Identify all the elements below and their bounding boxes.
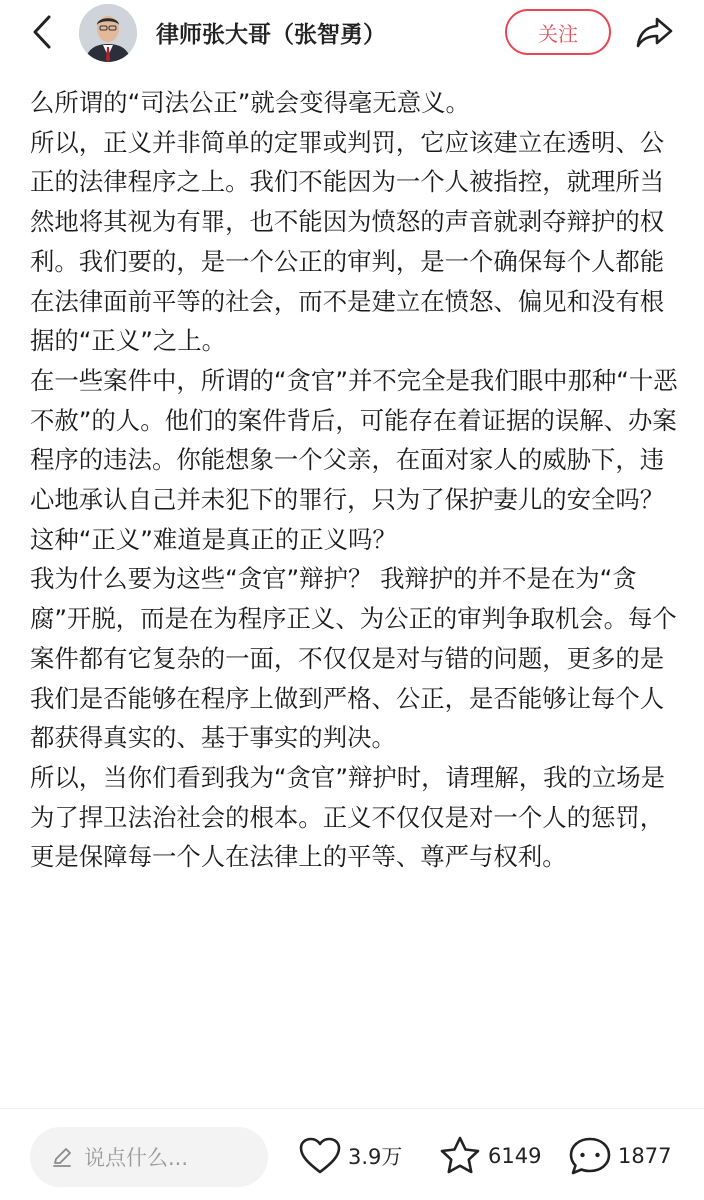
favorite-count: 6149 (488, 1144, 542, 1168)
like-button[interactable] (298, 1133, 402, 1179)
article-paragraph: 我为什么要为这些“贪官”辩护？ 我辩护的并不是在为“贪腐”开脱，而是在为程序正义、为公正的审判争取机会。每个案件都有它复杂的一面，不仅仅是对与错的问题，更多的是我们是否能够在程序上做到严格、公正，是否能够让每个人都获得真实的、基于事实的判决。 (30, 564, 677, 753)
comment-count: 1877 (618, 1144, 672, 1168)
back-button[interactable] (22, 12, 62, 52)
article-paragraph: 所以，当你们看到我为“贪官”辩护时，请理解，我的立场是为了捍卫法治社会的根本。正义不仅仅是对一个人的惩罚，更是保障每一个人在法律上的平等、尊严与权利。 (30, 762, 666, 872)
share-arrow-icon (635, 15, 675, 49)
comments-button[interactable] (568, 1133, 671, 1179)
chevron-left-icon (31, 14, 53, 50)
pencil-icon (50, 1145, 74, 1169)
article-paragraph: 所以，正义并非简单的定罪或判罚，它应该建立在透明、公正的法律程序之上。我们不能因为一个人被指控，就理所当然地将其视为有罪，也不能因为愤怒的声音就剥夺辩护的权利。我们要的，是一个公正的审判，是一个确保每个人都能在法律面前平等的社会，而不是建立在愤怒、偏见和没有根据的“正义”之上。 (30, 127, 665, 356)
share-button[interactable] (633, 12, 677, 52)
chat-bubble-icon (568, 1135, 612, 1177)
article-paragraph: 么所谓的“司法公正”就会变得毫无意义。 (30, 88, 470, 117)
comment-placeholder: 说点什么... (84, 1146, 189, 1170)
heart-icon (298, 1136, 342, 1176)
star-icon (438, 1135, 482, 1177)
favorite-button[interactable] (438, 1133, 541, 1179)
author-name[interactable]: 律师张大哥（张智勇） (156, 22, 386, 48)
article-paragraph: 在一些案件中，所谓的“贪官”并不完全是我们眼中那种“十恶不赦”的人。他们的案件背后，可能存在着证据的误解、办案程序的违法。你能想象一个父亲，在面对家人的威胁下，违心地承认自己并未犯下的罪行，只为了保护妻儿的安全吗？这种“正义”难道是真正的正义吗？ (30, 365, 678, 554)
like-count: 3.9万 (348, 1145, 403, 1169)
comment-input[interactable] (30, 1127, 268, 1187)
article-body (30, 83, 678, 877)
author-avatar[interactable] (79, 4, 137, 62)
top-nav-bar (0, 0, 704, 66)
bottom-action-bar (0, 1109, 704, 1200)
follow-button[interactable]: 关注 (505, 9, 611, 55)
